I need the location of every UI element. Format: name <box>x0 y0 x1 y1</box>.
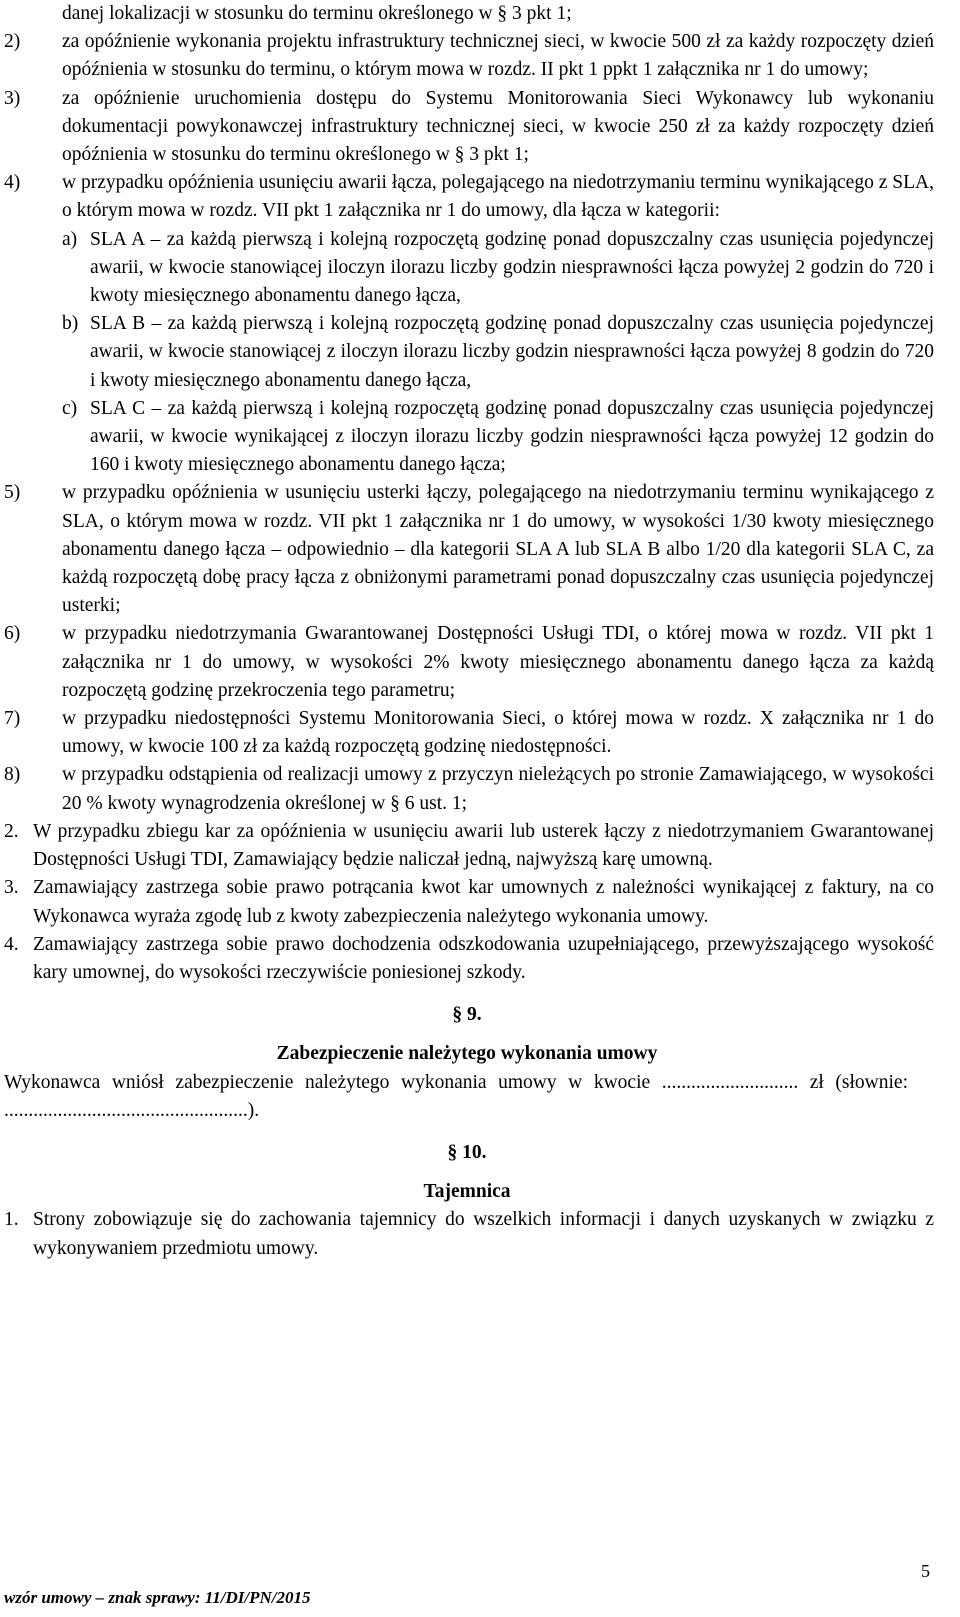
clause-number: 1. <box>4 1209 19 1231</box>
clause-number: 4. <box>4 933 19 955</box>
item-text: za opóźnienie uruchomienia dostępu do Systemu Monitorowania Sieci Wykonawcy lub wykonaniu dokumentacji powykonawczej infrastruktury technicznej sieci, w kwocie 250 zł za każdy rozpoczęty dzień opóźnienia w stosunku do terminu określonego w § 3 pkt 1; <box>62 87 934 166</box>
item-number: 5) <box>4 482 21 504</box>
sla-sub-list <box>0 226 934 480</box>
item-letter: b) <box>62 313 79 335</box>
item-text: w przypadku opóźnienia usunięciu awarii łącza, polegającego na niedotrzymaniu terminu wynikającego z SLA, o którym mowa w rozdz. VII pkt 1 załącznika nr 1 do umowy, dla łącza w kategorii: <box>62 172 934 222</box>
page-number: 5 <box>921 1561 930 1581</box>
continued-text: danej lokalizacji w stosunku do terminu określonego w § 3 pkt 1; <box>62 3 572 24</box>
item-number: 6) <box>4 623 21 645</box>
item-text: w przypadku odstąpienia od realizacji umowy z przyczyn nieleżących po stronie Zamawiającego, w wysokości 20 % kwoty wynagrodzenia określonej w § 6 ust. 1; <box>62 764 934 814</box>
list-item <box>0 85 934 170</box>
list-item <box>0 818 934 874</box>
list-item <box>0 226 934 311</box>
section-9-title: Zabezpieczenie należytego wykonania umowy <box>276 1043 658 1065</box>
section-10-number: § 10. <box>447 1141 487 1163</box>
clause-text: Strony zobowiązuje się do zachowania tajemnicy do wszelkich informacji i danych uzyskanych w związku z wykonywaniem przedmiotu umowy. <box>33 1209 934 1259</box>
clause-text: W przypadku zbiegu kar za opóźnienia w usunięciu awarii lub usterek łączy z niedotrzymaniem Gwarantowanej Dostępności Usługi TDI, Zamawiający będzie naliczał jedną, najwyższą karę umowną. <box>33 820 934 871</box>
penalty-list-2 <box>0 479 934 817</box>
clause-number: 2. <box>4 820 19 842</box>
list-item <box>0 28 934 84</box>
section-9-number: § 9. <box>452 1004 482 1026</box>
item-text: za opóźnienie wykonania projektu infrastruktury technicznej sieci, w kwocie 500 zł za każdy rozpoczęty dzień opóźnienia w stosunku do terminu, o którym mowa w rozdz. II pkt 1 ppkt 1 załącznika nr 1 do umowy; <box>62 31 934 81</box>
clause-text: Zamawiający zastrzega sobie prawo dochodzenia odszkodowania uzupełniającego, przewyższającego wysokość kary umownej, do wysokości rzeczywiście poniesionej szkody. <box>33 933 934 983</box>
section-9-text: Wykonawca wniósł zabezpieczenie należytego wykonania umowy w kwocie ............................ zł (słownie: ..................................................). <box>4 1071 908 1121</box>
footer-template-label: wzór umowy – znak sprawy: 11/DI/PN/2015 <box>4 1588 311 1607</box>
item-number: 8) <box>4 764 21 786</box>
item-number: 4) <box>4 172 21 194</box>
list-item <box>0 395 934 480</box>
item-letter: c) <box>62 397 78 419</box>
item-text: w przypadku niedostępności Systemu Monitorowania Sieci, o której mowa w rozdz. X załącznika nr 1 do umowy, w kwocie 100 zł za każdą rozpoczętą godzinę niedostępności. <box>62 708 934 758</box>
section-10-title: Tajemnica <box>423 1181 511 1203</box>
list-item <box>0 761 934 817</box>
item-letter: a) <box>62 228 78 250</box>
item-text: w przypadku opóźnienia w usunięciu usterki łączy, polegającego na niedotrzymaniu terminu wynikającego z SLA, o którym mowa w rozdz. VII pkt 1 załącznika nr 1 do umowy, w wysokości 1/30 kwoty miesięcznego abonamentu danego łącza – odpowiednio – dla kategorii SLA A lub SLA B albo 1/20 dla kategorii SLA C, za każdą rozpoczętą dobę pracy łącza z obniżonymi parametrami ponad dopuszczalny czas usunięcia pojedynczej usterki; <box>62 482 934 617</box>
clause-list <box>0 818 934 987</box>
item-number: 3) <box>4 87 21 109</box>
list-item <box>0 931 934 987</box>
item-text: SLA C – za każdą pierwszą i kolejną rozpoczętą godzinę ponad dopuszczalny czas usunięcia pojedynczej awarii, w kwocie wynikającej z iloczyn ilorazu liczby godzin niesprawności łącza powyżej 12 godzin do 160 i kwoty miesięcznego abonamentu danego łącza; <box>90 397 934 476</box>
penalty-list-1 <box>0 28 934 225</box>
item-number: 7) <box>4 708 21 730</box>
item-text: SLA A – za każdą pierwszą i kolejną rozpoczętą godzinę ponad dopuszczalny czas usunięcia pojedynczej awarii, w kwocie stanowiącej iloczyn ilorazu liczby godzin niesprawności łącza powyżej 2 godzin do 720 i kwoty miesięcznego abonamentu danego łącza, <box>90 228 934 307</box>
list-item <box>0 874 934 930</box>
list-item <box>0 310 934 395</box>
clause-text: Zamawiający zastrzega sobie prawo potrącania kwot kar umownych z należności wynikającej z faktury, na co Wykonawca wyraża zgodę lub z kwoty zabezpieczenia należytego wykonania umowy. <box>33 877 934 927</box>
list-item <box>0 620 934 705</box>
list-item <box>0 169 934 225</box>
list-item <box>0 1206 934 1262</box>
item-text: w przypadku niedotrzymania Gwarantowanej Dostępności Usługi TDI, o której mowa w rozdz. VII pkt 1 załącznika nr 1 do umowy, w wysokości 2% kwoty miesięcznego abonamentu danego łącza za każdą rozpoczętą godzinę przekroczenia tego parametru; <box>62 623 934 701</box>
list-item <box>0 705 934 761</box>
clause-number: 3. <box>4 877 19 899</box>
item-text: SLA B – za każdą pierwszą i kolejną rozpoczętą godzinę ponad dopuszczalny czas usunięcia pojedynczej awarii, w kwocie stanowiącej z iloczyn ilorazu liczby godzin niesprawności łącza powyżej 8 godzin do 720 i kwoty miesięcznego abonamentu danego łącza, <box>90 313 934 391</box>
list-item <box>0 479 934 620</box>
item-number: 2) <box>4 31 21 53</box>
